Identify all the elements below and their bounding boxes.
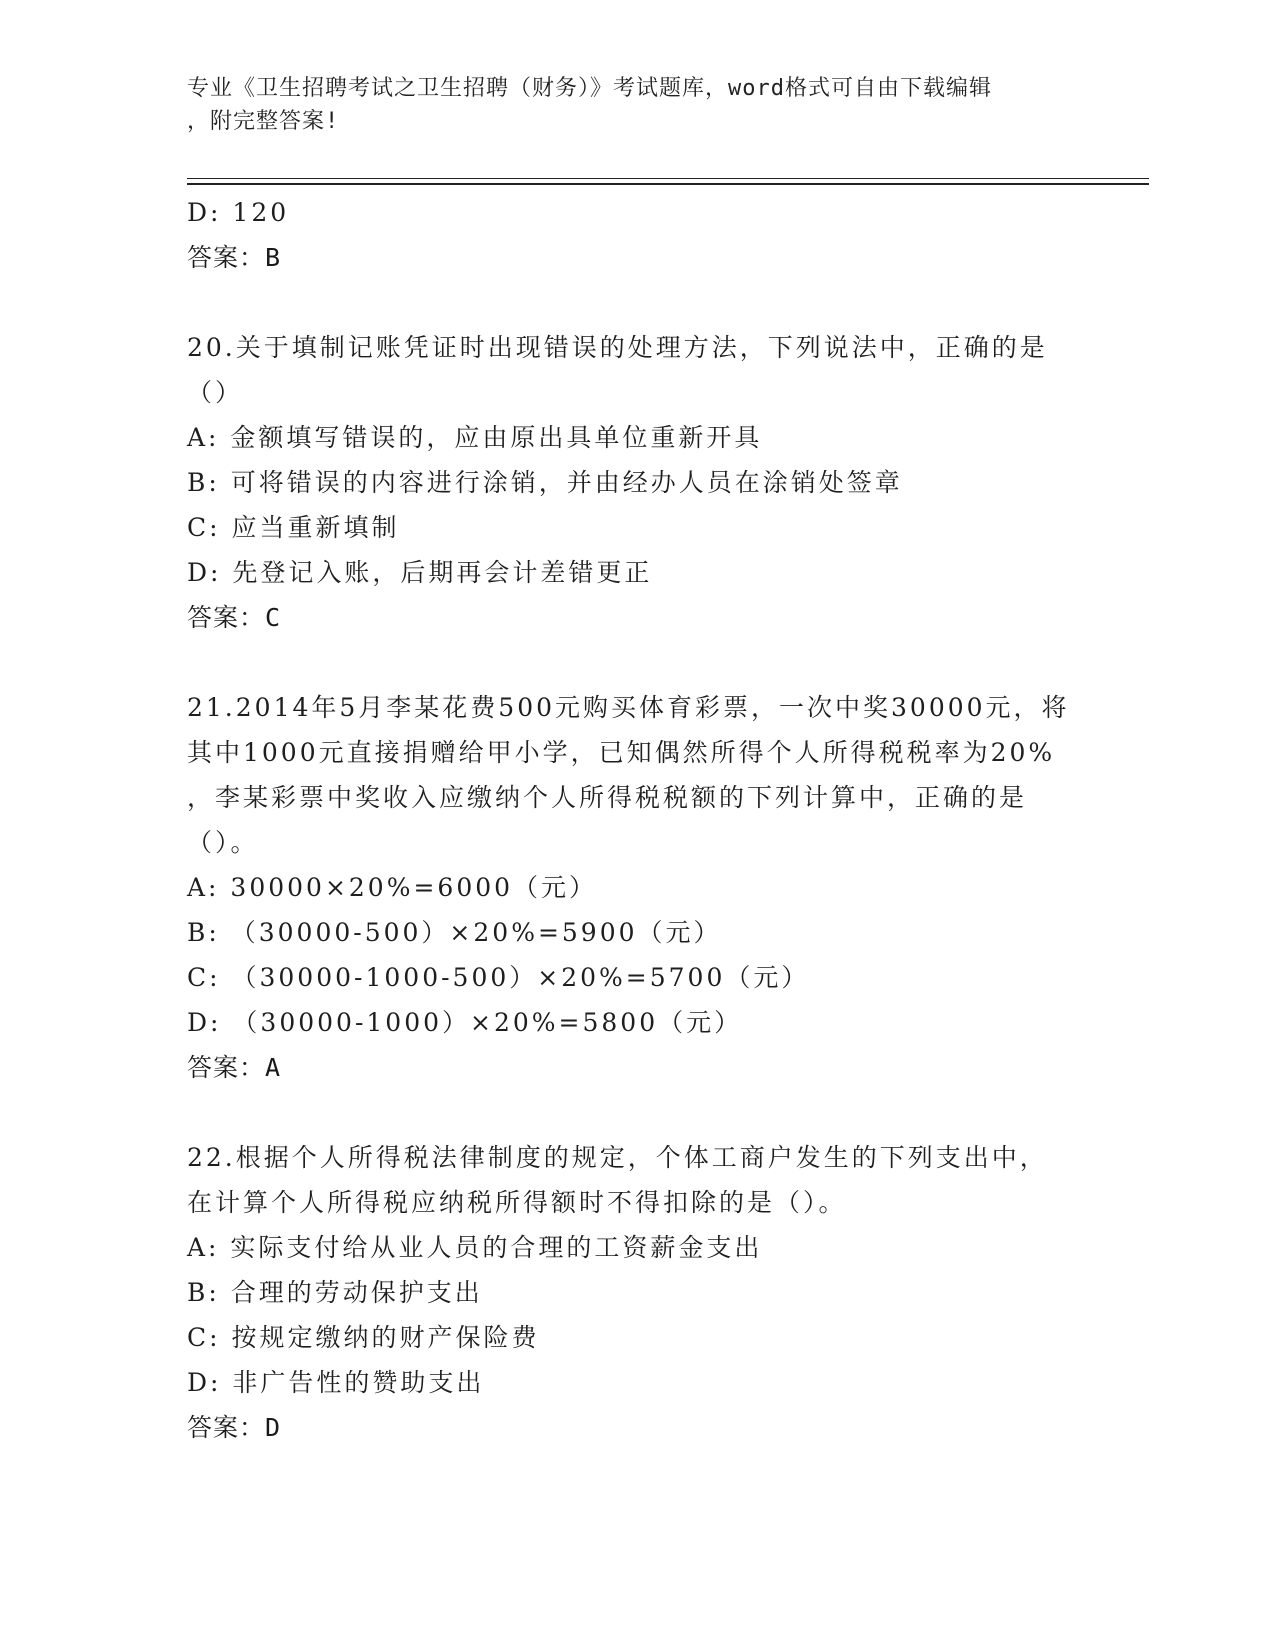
header-divider-thick [187,183,1149,185]
option-b: B: 合理的劳动保护支出 [187,1278,483,1307]
option-c: C: 按规定缴纳的财产保险费 [187,1323,540,1352]
question-stem-line: 20.关于填制记账凭证时出现错误的处理方法，下列说法中，正确的是 [187,333,1048,362]
question-list [187,190,1087,1450]
question-stem-line: 其中1000元直接捐赠给甲小学，已知偶然所得个人所得税税率为20% [187,738,1056,767]
option-a: A: 30000×20%=6000（元） [187,873,598,902]
prev-option-d: D: 120 [187,198,290,227]
answer-line: 答案：A [187,1053,282,1082]
header-divider-thin [187,178,1149,179]
question-stem-line: （）。 [187,828,259,857]
spacer [187,280,1087,325]
question-block-21 [187,685,1087,1090]
header-line-2: ，附完整答案! [187,109,340,134]
answer-line: 答案：C [187,603,282,632]
question-stem-line: 22.根据个人所得税法律制度的规定，个体工商户发生的下列支出中， [187,1143,1048,1172]
option-d: D: 非广告性的赞助支出 [187,1368,485,1397]
option-b: B: 可将错误的内容进行涂销，并由经办人员在涂销处签章 [187,468,903,497]
option-d: D: （30000-1000）×20%=5800（元） [187,1008,743,1037]
option-a: A: 实际支付给从业人员的合理的工资薪金支出 [187,1233,763,1262]
spacer [187,1090,1087,1135]
option-a: A: 金额填写错误的，应由原出具单位重新开具 [187,423,763,452]
question-block-20 [187,325,1087,640]
question-stem-line: （） [187,378,244,407]
option-c: C: （30000-1000-500）×20%=5700（元） [187,963,810,992]
answer-line: 答案：D [187,1413,282,1442]
header-line-1: 专业《卫生招聘考试之卫生招聘（财务）》考试题库，word格式可自由下载编辑 [187,76,992,101]
prev-answer: 答案：B [187,243,282,272]
option-c: C: 应当重新填制 [187,513,400,542]
question-stem-line: 21.2014年5月李某花费500元购买体育彩票，一次中奖30000元，将 [187,693,1070,722]
spacer [187,640,1087,685]
option-d: D: 先登记入账，后期再会计差错更正 [187,558,653,587]
question-block-22 [187,1135,1087,1450]
question-stem-line: 在计算个人所得税应纳税所得额时不得扣除的是（）。 [187,1188,847,1217]
page-header [187,72,1067,138]
question-stem-line: ，李某彩票中奖收入应缴纳个人所得税税额的下列计算中，正确的是 [187,783,1028,812]
option-b: B: （30000-500）×20%=5900（元） [187,918,722,947]
